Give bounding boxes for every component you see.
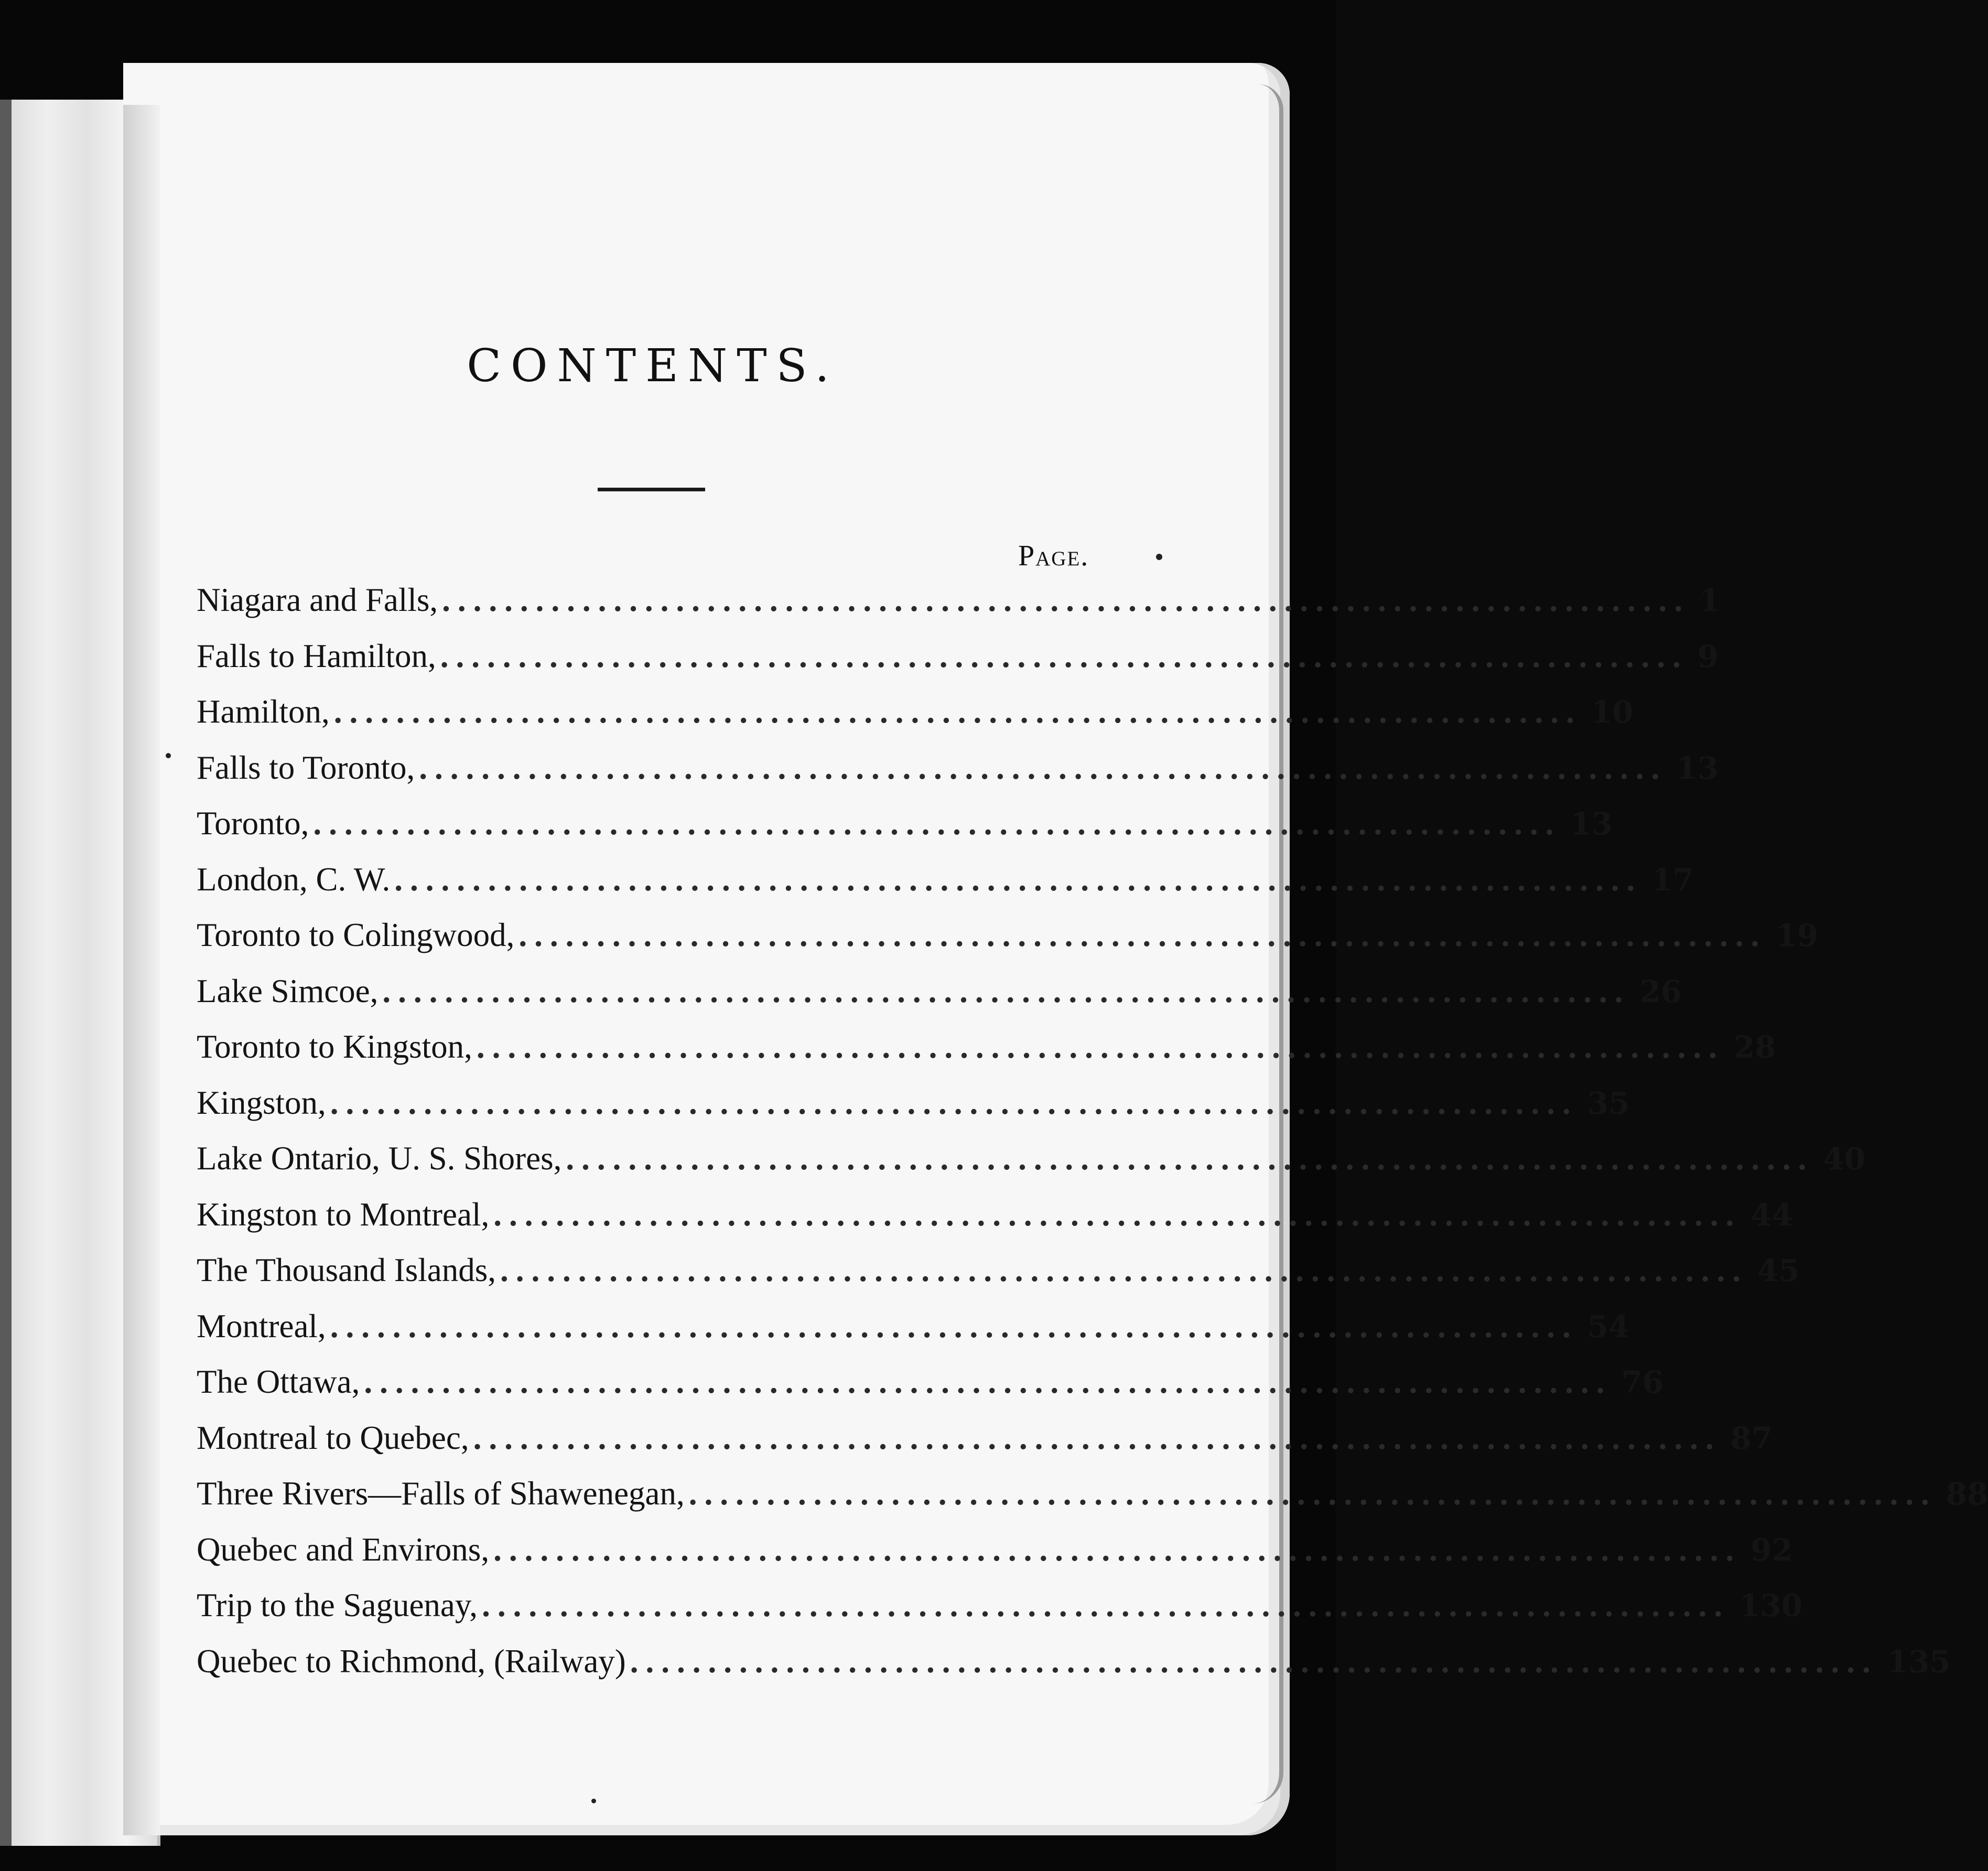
toc-entry bbox=[197, 1139, 1866, 1196]
toc-entry-page: 44 bbox=[1751, 1197, 1793, 1233]
toc-entry-page: 9 bbox=[1697, 638, 1719, 674]
toc-entry bbox=[197, 972, 1682, 1028]
dot-leader: ................................................................................ bbox=[364, 1363, 1612, 1400]
page-column-heading: Page. bbox=[1018, 540, 1089, 572]
toc-entry bbox=[197, 1419, 1773, 1475]
toc-entry bbox=[197, 1084, 1630, 1140]
toc-entry-page: 10 bbox=[1591, 694, 1634, 730]
toc-entry bbox=[197, 1531, 1793, 1587]
toc-entry-page: 87 bbox=[1730, 1420, 1773, 1456]
toc-entry-title: Three Rivers—Falls of Shawenegan, bbox=[197, 1475, 685, 1512]
toc-entry-page: 88 bbox=[1946, 1476, 1988, 1512]
toc-entry-title: Kingston to Montreal, bbox=[197, 1196, 490, 1233]
page-title: CONTENTS. bbox=[467, 340, 839, 392]
toc-entry bbox=[197, 1586, 1803, 1642]
toc-entry-title: Toronto to Kingston, bbox=[197, 1028, 472, 1065]
toc-entry-page: 76 bbox=[1621, 1364, 1664, 1400]
toc-entry bbox=[197, 1251, 1800, 1307]
dust-speck bbox=[591, 1799, 596, 1803]
dot-leader: ................................................................................ bbox=[419, 749, 1667, 786]
dot-leader: ................................................................................ bbox=[440, 637, 1688, 674]
toc-entry-page: 45 bbox=[1757, 1253, 1800, 1288]
toc-entry-title: Niagara and Falls, bbox=[197, 582, 438, 618]
title-rule bbox=[598, 488, 705, 491]
dot-leader: ................................................................................ bbox=[473, 1419, 1721, 1456]
dot-leader: ................................................................................ bbox=[630, 1642, 1878, 1680]
toc-entry-title: Quebec and Environs, bbox=[197, 1531, 490, 1568]
dot-leader: ................................................................................ bbox=[482, 1587, 1730, 1623]
dot-leader: ................................................................................ bbox=[394, 861, 1643, 898]
toc-entry bbox=[197, 861, 1694, 917]
toc-entry-page: 19 bbox=[1776, 918, 1819, 953]
dot-leader: ................................................................................ bbox=[500, 1252, 1748, 1288]
toc-entry-page: 26 bbox=[1639, 973, 1682, 1009]
toc-entry bbox=[197, 1475, 1988, 1531]
toc-entry bbox=[197, 581, 1721, 637]
toc-entry bbox=[197, 693, 1634, 749]
toc-entry-title: The Thousand Islands, bbox=[197, 1252, 496, 1288]
dot-leader: ................................................................................ bbox=[493, 1531, 1742, 1568]
toc-entry bbox=[197, 1642, 1951, 1698]
toc-entry bbox=[197, 637, 1719, 693]
toc-entry-title: Trip to the Saguenay, bbox=[197, 1587, 478, 1623]
toc-entry-title: Toronto to Colingwood, bbox=[197, 917, 515, 953]
toc-entry-title: Montreal, bbox=[197, 1307, 326, 1345]
dot-leader: ................................................................................ bbox=[476, 1028, 1724, 1065]
toc-entry-title: Toronto, bbox=[197, 805, 309, 842]
dot-leader: ................................................................................ bbox=[493, 1196, 1742, 1233]
dot-leader: ................................................................................ bbox=[313, 805, 1561, 842]
toc-entry-title: Lake Simcoe, bbox=[197, 972, 379, 1009]
toc-entry-title: Kingston, bbox=[197, 1084, 326, 1121]
toc-entry-page: 35 bbox=[1587, 1085, 1630, 1121]
toc-entry-page: 54 bbox=[1587, 1308, 1630, 1345]
toc-entry-page: 1 bbox=[1699, 583, 1721, 618]
toc-entry-page: 92 bbox=[1751, 1532, 1793, 1568]
dot-leader: ................................................................................ bbox=[333, 693, 1582, 730]
toc-entry-page: 28 bbox=[1733, 1029, 1776, 1065]
toc-entry bbox=[197, 749, 1719, 805]
toc-entry-page: 135 bbox=[1887, 1643, 1951, 1680]
toc-entry-title: Falls to Toronto, bbox=[197, 749, 415, 786]
toc-entry-title: Montreal to Quebec, bbox=[197, 1419, 469, 1456]
toc-entry-title: London, C. W. bbox=[197, 861, 391, 898]
toc-entry-title: Quebec to Richmond, (Railway) bbox=[197, 1642, 626, 1680]
dot-leader: ................................................................................ bbox=[330, 1084, 1578, 1121]
dust-speck bbox=[1156, 554, 1162, 560]
dot-leader: ................................................................................ bbox=[566, 1140, 1814, 1177]
toc-entry-title: Falls to Hamilton, bbox=[197, 637, 436, 674]
toc-entry-page: 13 bbox=[1570, 806, 1613, 842]
dot-leader: ................................................................................ bbox=[442, 582, 1690, 618]
toc-entry-page: 17 bbox=[1651, 862, 1694, 898]
toc-entry-title: The Ottawa, bbox=[197, 1363, 360, 1400]
dot-leader: ................................................................................ bbox=[518, 917, 1767, 953]
dust-speck bbox=[166, 753, 171, 758]
table-of-contents bbox=[197, 581, 1988, 1698]
toc-entry-title: Hamilton, bbox=[197, 693, 330, 730]
toc-entry-page: 13 bbox=[1676, 750, 1719, 786]
toc-entry bbox=[197, 804, 1613, 861]
toc-entry-page: 40 bbox=[1823, 1141, 1866, 1177]
toc-entry bbox=[197, 1363, 1664, 1419]
toc-entry-page: 130 bbox=[1739, 1588, 1803, 1623]
toc-entry bbox=[197, 1307, 1630, 1363]
toc-entry bbox=[197, 1028, 1776, 1084]
toc-entry-title: Lake Ontario, U. S. Shores, bbox=[197, 1140, 562, 1177]
toc-entry bbox=[197, 916, 1819, 972]
toc-entry bbox=[197, 1196, 1793, 1252]
dot-leader: ................................................................................ bbox=[382, 972, 1630, 1009]
dot-leader: ................................................................................ bbox=[330, 1307, 1578, 1345]
dot-leader: ................................................................................ bbox=[688, 1475, 1937, 1512]
